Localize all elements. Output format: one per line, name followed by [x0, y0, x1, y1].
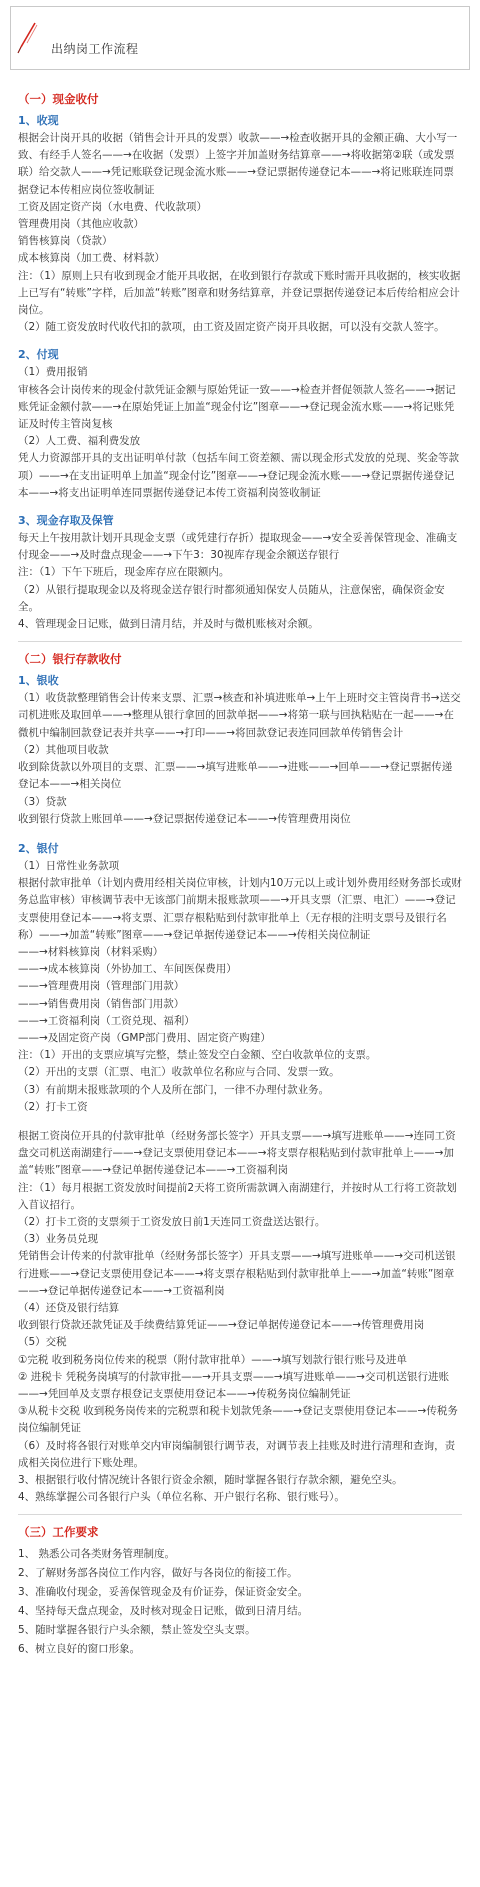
paragraph: （1）收货款整理销售会计传来支票、汇票→核查和补填进账单→上午上班时交主管岗背书→送交司机进账及取回单——→整理从银行拿回的回款单据——→将第一联与回执粘贴在一起——→在微机中编制回款登记表并共享——→打印——→将回款登记表连同回款单传销售会计 — [18, 692, 461, 739]
paragraph: 每天上午按用款计划开具现金支票（或凭建行存折）提取现金——→安全妥善保管现金、准确支付现金——→及时盘点现金——→下午3：30视库存现金余额送存银行 — [18, 532, 458, 562]
paragraph: ——→工资福利岗（工资兑现、福利） — [18, 1014, 195, 1027]
pen-icon — [15, 21, 41, 55]
paragraph: ——→销售费用岗（销售部门用款） — [18, 997, 185, 1010]
subsection-heading-bank-payment: 2、银付 — [18, 841, 59, 855]
note-paragraph: 注：（1）每月根据工资发放时间提前2天将工资所需款调入南湖建行，并按时从工行将工资款划入苜议招行。 — [18, 1181, 457, 1211]
paragraph: 根据工资岗位开具的付款审批单（经财务部长签字）开具支票——→填写进账单——→连同工资盘交司机送南湖建行——→登记支票使用登记本——→将支票存根粘贴到付款审批单上——→加盖“转账”图章——→登记单据传递登记本——→工资福利岗 — [18, 1129, 456, 1177]
list-item: 5、随时掌握各银行户头余额，禁止签发空头支票。 — [18, 1624, 256, 1637]
list-item: 1、 熟悉公司各类财务管理制度。 — [18, 1548, 176, 1561]
paragraph: （2）人工费、福利费发放 — [18, 435, 141, 448]
paragraph: （3）贷款 — [18, 795, 67, 808]
title-box — [10, 6, 470, 70]
paragraph: 审核各会计岗传来的现金付款凭证金额与原始凭证一致——→检查并督促领款人签名——→据记账凭证金额付款——→在原始凭证上加盖“现金付讫”图章——→登记现金流水账——→将记账凭证及时传主管岗复核 — [18, 383, 456, 431]
paragraph: 销售核算岗（贷款） — [18, 235, 113, 248]
paragraph: ①完税 收到税务岗位传来的税票（附付款审批单）——→填写划款行银行账号及进单 — [18, 1353, 408, 1366]
paragraph: （6）及时将各银行对账单交内审岗编制银行调节表，对调节表上挂账及时进行清理和查询，责成相关岗位进行下账处理。 — [18, 1439, 456, 1469]
section-heading-cash: （一）现金收付 — [18, 92, 99, 106]
paragraph: 根据付款审批单（计划内费用经相关岗位审核，计划内10万元以上或计划外费用经财务部长或财务总监审核）审核调节表中无该部门前期未报账款项——→开具支票（汇票、电汇）——→登记支票使用登记本——→将支票、汇票存根粘贴到付款审批单上（无存根的注明支票号及银行名称）——→加盖“转账”图章——→登记单据传递登记本——→传相关岗位制证 — [18, 877, 462, 941]
article-body — [10, 70, 470, 1659]
subsection-heading-cash-storage: 3、现金存取及保管 — [18, 514, 114, 528]
paragraph: （2）其他项目收款 — [18, 743, 109, 756]
paragraph: 4、管理现金日记账，做到日清月结，并及时与微机账核对余额。 — [18, 618, 319, 631]
paragraph: 凭销售会计传来的付款审批单（经财务部长签字）开具支票——→填写进账单——→交司机送银行进账——→登记支票使用登记本——→将支票存根粘贴到付款审批单上——→加盖“转账”图章——→登记单据传递登记本——→工资福利岗 — [18, 1250, 456, 1297]
paragraph: ——→成本核算岗（外协加工、车间医保费用） — [18, 963, 237, 976]
note-paragraph: （2）从银行提取现金以及将现金送存银行时都须通知保安人员随从，注意保密，确保资金安全。 — [18, 583, 445, 613]
list-item: 3、准确收付现金，妥善保管现金及有价证券，保证资金安全。 — [18, 1586, 309, 1599]
page-title: 出纳岗工作流程 — [51, 42, 139, 56]
note-paragraph: 注：（1）开出的支票应填写完整，禁止签发空白金额、空白收款单位的支票。 — [18, 1049, 377, 1062]
list-item: 2、了解财务部各岗位工作内容，做好与各岗位的衔接工作。 — [18, 1567, 298, 1580]
paragraph: 4、熟练掌握公司各银行户头（单位名称、开户银行名称、银行账号）。 — [18, 1491, 345, 1504]
paragraph: ③从税卡交税 收到税务岗传来的完税票和税卡划款凭条——→登记支票使用登记本——→传税务岗位编制凭证 — [18, 1405, 458, 1435]
paragraph: 成本核算岗（加工费、材料款） — [18, 252, 165, 265]
subsection-heading-cash-payment: 2、付现 — [18, 348, 59, 362]
paragraph: （2）打卡工资 — [18, 1100, 88, 1113]
paragraph: （3）业务员兑现 — [18, 1233, 99, 1246]
note-paragraph: （2）随工资发放时代收代扣的款项，由工资及固定资产岗开具收据，可以没有交款人签字。 — [18, 321, 445, 334]
note-paragraph: （3）有前期未报账款项的个人及所在部门，一律不办理付款业务。 — [18, 1083, 330, 1096]
note-paragraph: 注：（1）下午下班后，现金库存应在限额内。 — [18, 566, 230, 579]
section-heading-bank: （二）银行存款收付 — [18, 652, 122, 667]
note-paragraph: （2）开出的支票（汇票、电汇）收款单位名称应与合同、发票一致。 — [18, 1066, 340, 1079]
paragraph: 管理费用岗（其他应收款） — [18, 218, 144, 231]
divider — [18, 1514, 462, 1515]
paragraph: ——→管理费用岗（管理部门用款） — [18, 980, 185, 993]
paragraph: （4）还贷及银行结算 — [18, 1301, 120, 1314]
paragraph: （1）费用报销 — [18, 366, 88, 379]
paragraph: 根据会计岗开具的收据（销售会计开具的发票）收款——→检查收据开具的金额正确、大小写一致、有经手人签名——→在收据（发票）上签字并加盖财务结算章——→将收据第②联（或发票联）给交款人——→凭记账联登记现金流水账——→登记票据传递登记本——→将记账联连同票据登记本传相应岗位签收制证 — [18, 132, 458, 196]
paragraph: 3、根据银行收付情况统计各银行资金余额，随时掌握各银行存款余额，避免空头。 — [18, 1474, 403, 1487]
paragraph: 收到银行贷款还款凭证及手续费结算凭证——→登记单据传递登记本——→传管理费用岗 — [18, 1319, 425, 1332]
note-paragraph: （2）打卡工资的支票须于工资发放日前1天连同工资盘送达银行。 — [18, 1215, 326, 1228]
page — [0, 6, 480, 1887]
note-paragraph: 注：（1）原则上只有收到现金才能开具收据，在收到银行存款或下账时需开具收据的，核实收据上已写有“转账”字样，后加盖“转账”图章和财务结算章，并登记票据传递登记本后传给相应会计岗位。 — [18, 269, 461, 317]
divider — [18, 641, 462, 642]
list-item: 6、树立良好的窗口形象。 — [18, 1643, 141, 1656]
paragraph: ——→材料核算岗（材料采购） — [18, 945, 164, 958]
paragraph: 收到银行贷款上账回单——→登记票据传递登记本——→传管理费用岗位 — [18, 812, 351, 825]
paragraph: ——→及固定资产岗（GMP部门费用、固定资产购建） — [18, 1031, 271, 1044]
paragraph: 凭人力资源部开具的支出证明单付款（包括车间工资差额、需以现金形式发放的兑现、奖金等款项）——→在支出证明单上加盖“现金付讫”图章——→登记现金流水账——→登记票据传递登记本——→将支出证明单连同票据传递登记本传工资福利岗签收制证 — [18, 452, 459, 499]
paragraph: （1）日常性业务款项 — [18, 859, 120, 872]
section-heading-requirements: （三）工作要求 — [18, 1525, 99, 1540]
paragraph: ② 进税卡 凭税务岗填写的付款审批——→开具支票——→填写进账单——→交司机送银行进账——→凭回单及支票存根登记支票使用登记本——→传税务岗位编制凭证 — [18, 1370, 449, 1400]
paragraph: （5）交税 — [18, 1336, 67, 1349]
subsection-heading-cash-receipt: 1、收现 — [18, 114, 59, 127]
list-item: 4、坚持每天盘点现金，及时核对现金日记账，做到日清月结。 — [18, 1605, 309, 1618]
paragraph: 工资及固定资产岗（水电费、代收款项） — [18, 200, 207, 213]
paragraph: 收到除货款以外项目的支票、汇票——→填写进账单——→进账——→回单——→登记票据传递登记本——→相关岗位 — [18, 761, 453, 791]
subsection-heading-bank-receipt: 1、银收 — [18, 674, 59, 688]
